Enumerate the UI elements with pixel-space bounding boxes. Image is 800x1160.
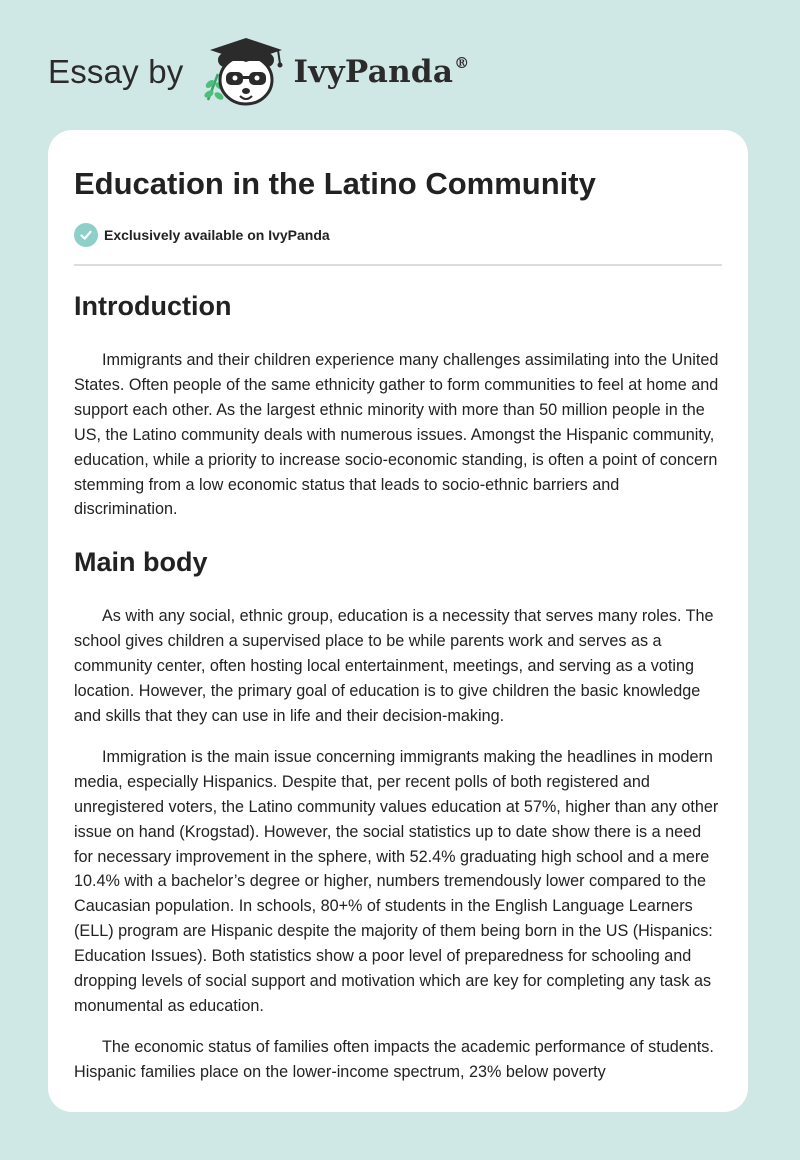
paragraph: Immigrants and their children experience many challenges assimilating into the United States. Often people of the same ethnicity gather to form communities to feel at home and support each other. As the largest ethnic minority with more than 50 million people in the US, the Latino community deals with numerous issues. Amongst the Hispanic community, education, while a priority to increase socio-economic standing, is often a point of concern stemming from a low economic status that leads to socio-ethnic barriers and discrimination. bbox=[74, 351, 719, 519]
checkmark-icon bbox=[74, 223, 98, 247]
title-divider bbox=[74, 264, 722, 266]
paragraph: Immigration is the main issue concerning immigrants making the headlines in modern media, especially Hispanics. Despite that, per recent polls of both registered and unregistered voters, the Latino community values education at 57%, higher than any other issue on hand (Krogstad). However, the social statistics up to date show there is a need for necessary improvement in the sphere, with 52.4% graduating high school and a mere 10.4% with a bachelor’s degree or higher, numbers tremendously lower compared to the Caucasian population. In schools, 80+% of students in the English Language Learners (ELL) program are Hispanic despite the majority of them being born in the US (Hispanics: Education Issues). Both statistics show a poor level of preparedness for schooling and dropping levels of social support and motivation which are key for completing any task as monumental as education. bbox=[74, 747, 719, 1015]
essay-by-label: Essay by bbox=[48, 53, 184, 90]
exclusive-badge bbox=[74, 222, 722, 248]
paragraph: As with any social, ethnic group, education is a necessity that serves many roles. The school gives children a supervised place to be while parents work and serves as a community center, often hosting local entertainment, meetings, and serving as a voting location. However, the primary goal of education is to give children the basic knowledge and skills that they can use in life and their decision-making. bbox=[74, 607, 714, 725]
page-title: Education in the Latino Community bbox=[74, 166, 596, 201]
site-header bbox=[48, 34, 470, 110]
panda-logo-icon[interactable] bbox=[198, 34, 290, 110]
section-heading-main-body: Main body bbox=[74, 547, 208, 578]
ivypanda-wordmark[interactable] bbox=[294, 54, 470, 90]
paragraph: The economic status of families often impacts the academic performance of students. Hispanic families place on the lower-income spectrum, 23% below poverty bbox=[74, 1037, 714, 1081]
brand-name: IvyPanda bbox=[293, 54, 454, 90]
essay-card bbox=[48, 130, 748, 1112]
registered-mark: ® bbox=[454, 54, 470, 72]
exclusive-label: Exclusively available on IvyPanda bbox=[104, 227, 330, 243]
section-heading-introduction: Introduction bbox=[74, 291, 232, 321]
